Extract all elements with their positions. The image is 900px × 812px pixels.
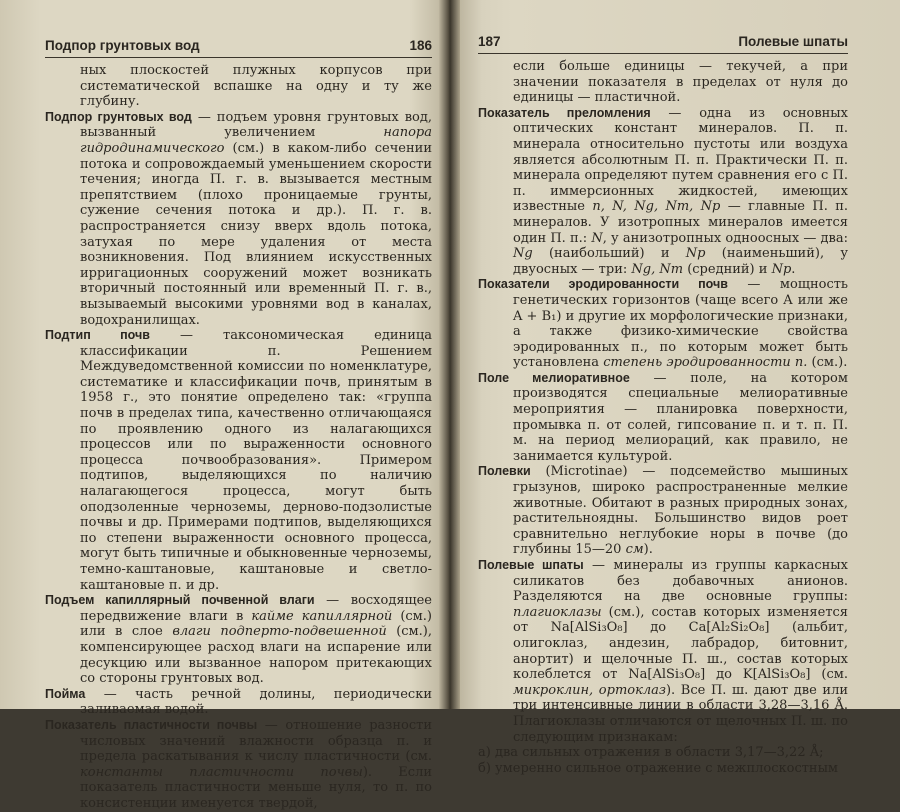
continuation-paragraph: ных плоскостей плужных корпусов при систематической вспашке на одну и ту же глубину. <box>80 63 432 110</box>
entry-pole-meliorativnoe: Поле мелиоративное — поле, на котором производятся специальные мелиоративные мероприятия — планировка поверхности, промывка п. от солей, гипсование п. и т. п. П. м. на период мелиораций, как правило, не занимается культурой. <box>478 370 848 464</box>
entry-headword: Полевые шпаты <box>478 558 584 572</box>
cross-reference: напора гидродинамического <box>80 125 432 156</box>
entry-headword: Показатели эродированности почв <box>478 277 728 292</box>
entry-headword: Подпор грунтовых вод <box>45 109 192 124</box>
cross-reference: константы пластичности почвы <box>80 764 363 780</box>
entry-podem-kapillyarnyy: Подъем капиллярный почвенной влаги — восходящее передвижение влаги в кайме капиллярной (см.) или в слое влаги подперто-подвешенной (см.), компенсирующее расход влаги на испарение или десукцию или вызванное напором притекающих со стороны грунтовых вод. <box>45 593 432 687</box>
right-page <box>452 0 900 776</box>
entry-polevye-shpaty: Полевые шпаты — минералы из группы каркасных силикатов без добавочных анионов. Разделяются на две основные группы: плагиоклазы (см.), состав которых изменяется от Na[AlSi₃O₈] до Ca[Al₂Si₂O₈] (альбит, олигоклаз, андезин, лабрадор, битовнит, анортит) и щелочные П. ш., состав которых колеблется от Na[AlSi₃O₈] до K[AlSi₃O₈] (см. микроклин, ортоклаз). Все П. ш. дают две или три интенсивные линии в области 3,28—3,16 Å. Плагиоклазы отличаются от щелочных П. ш. по следующим признакам: <box>478 558 848 745</box>
entry-headword: Пойма <box>45 686 86 701</box>
right-text-column <box>478 59 848 776</box>
right-running-head: Полевые шпаты <box>738 34 848 49</box>
entry-podpor-gruntovykh-vod: Подпор грунтовых вод — подъем уровня грунтовых вод, вызванный увеличением напора гидродинамического (см.) в каком-либо сечении потока и сопровождаемый уменьшением скорости течения; иногда П. г. в. вызывается местным препятствием (плохо проницаемые грунты, сужение сечения потока и др.). П. г. в. распространяется снизу вверх вдоль потока, затухая по мере удаления от места возникновения. Под влиянием искусственных ирригационных сооружений может возникать вторичный постоянный или временный П. г. в., вызываемый высокими уровнями вод в каналах, водохранилищах. <box>45 109 432 328</box>
entry-headword: Поле мелиоративное <box>478 370 630 385</box>
entry-headword: Показатель пластичности почвы <box>45 717 258 732</box>
cross-reference: степень эродированности п. <box>603 355 808 371</box>
cross-reference: плагиоклазы <box>513 604 602 620</box>
book-gutter <box>438 0 460 709</box>
cross-reference: влаги подперто-подвешенной <box>172 624 387 640</box>
right-running-header <box>478 34 848 54</box>
entry-pokazatel-prelomleniya: Показатель преломления — одна из основных оптических констант минералов. П. п. минерала относительно пустоты или воздуха является абсолютным П. п. Практически П. п. минерала определяют путем сравнения его с П. п. иммерсионных жидкостей, имеющих известные n, N, Ng, Nm, Np — главные П. п. минералов. У изотропных минералов имеется один П. п.: N, у анизотропных одноосных — два: Ng (наибольший) и Np (наименьший), у двуосных — три: Ng, Nm (средний) и Np. <box>478 105 849 277</box>
entry-headword: Полевки <box>478 464 531 479</box>
left-text-column <box>45 63 432 812</box>
right-page-number: 187 <box>478 34 501 49</box>
entry-headword: Подтип почв <box>45 328 150 343</box>
left-running-head: Подпор грунтовых вод <box>45 38 200 53</box>
entry-pokazatel-plastichnosti: Показатель пластичности почвы — отношение разности числовых значений влажности образца п. и предела раскатывания к числу пластичности (см. константы пластичности почвы). Если показатель пластичности меньше нуля, то п. по консистенции именуется твердой, <box>45 717 433 811</box>
list-item: а) два сильных отражения в области 3,17—3,22 Å; <box>478 745 824 761</box>
entry-podtip-pochv: Подтип почв — таксономическая единица классификации п. Решением Междуведомственной комиссии по номенклатуре, систематике и классификации почв, принятым в 1958 г., это понятие определено так: «группа почв в пределах типа, качественно отличающаяся по проявлению одного из налагающихся процессов или по выраженности основного процесса почвообразования». Примером подтипов, выделяющихся по наличию налагающегося процесса, могут быть оподзоленные черноземы, дерново-подзолистые почвы и др. Примерами подтипов, выделяющихся по степени выраженности основного процесса, могут быть типичные и обыкновенные черноземы, темно-каштановые, каштановые и светло-каштановые п. и др. <box>45 328 432 593</box>
entry-headword: Подъем капиллярный почвенной влаги <box>45 593 315 608</box>
entry-headword: Показатель преломления <box>478 105 651 120</box>
entry-poyma: Пойма — часть речной долины, периодически заливаемая водой. <box>45 686 432 718</box>
cross-reference: кайме капиллярной <box>251 608 393 624</box>
left-page-number: 186 <box>409 38 432 53</box>
left-page <box>0 0 446 811</box>
left-running-header <box>45 38 432 58</box>
cross-reference: микроклин, ортоклаз <box>513 682 666 698</box>
entry-polevki: Полевки (Microtinae) — подсемейство мышиных грызунов, широко распространенные мелкие животные. Обитают в разных природных зонах, растительноядны. Большинство видов роет сравнительно неглубокие норы в почве (до глубины 15—20 см). <box>478 464 848 558</box>
list-item: б) умеренно сильное отражение с межплоскостным <box>478 760 839 776</box>
entry-pokazateli-erodirovannosti: Показатели эродированности почв — мощность генетических горизонтов (чаще всего A или же A + B₁) и другие их морфологические признаки, а также физико-химические свойства эродированных п., по которым может быть установлена степень эродированности п. (см.). <box>478 277 848 371</box>
continuation-paragraph: если больше единицы — текучей, а при значении показателя в пределах от нуля до единицы — пластичной. <box>513 59 848 106</box>
